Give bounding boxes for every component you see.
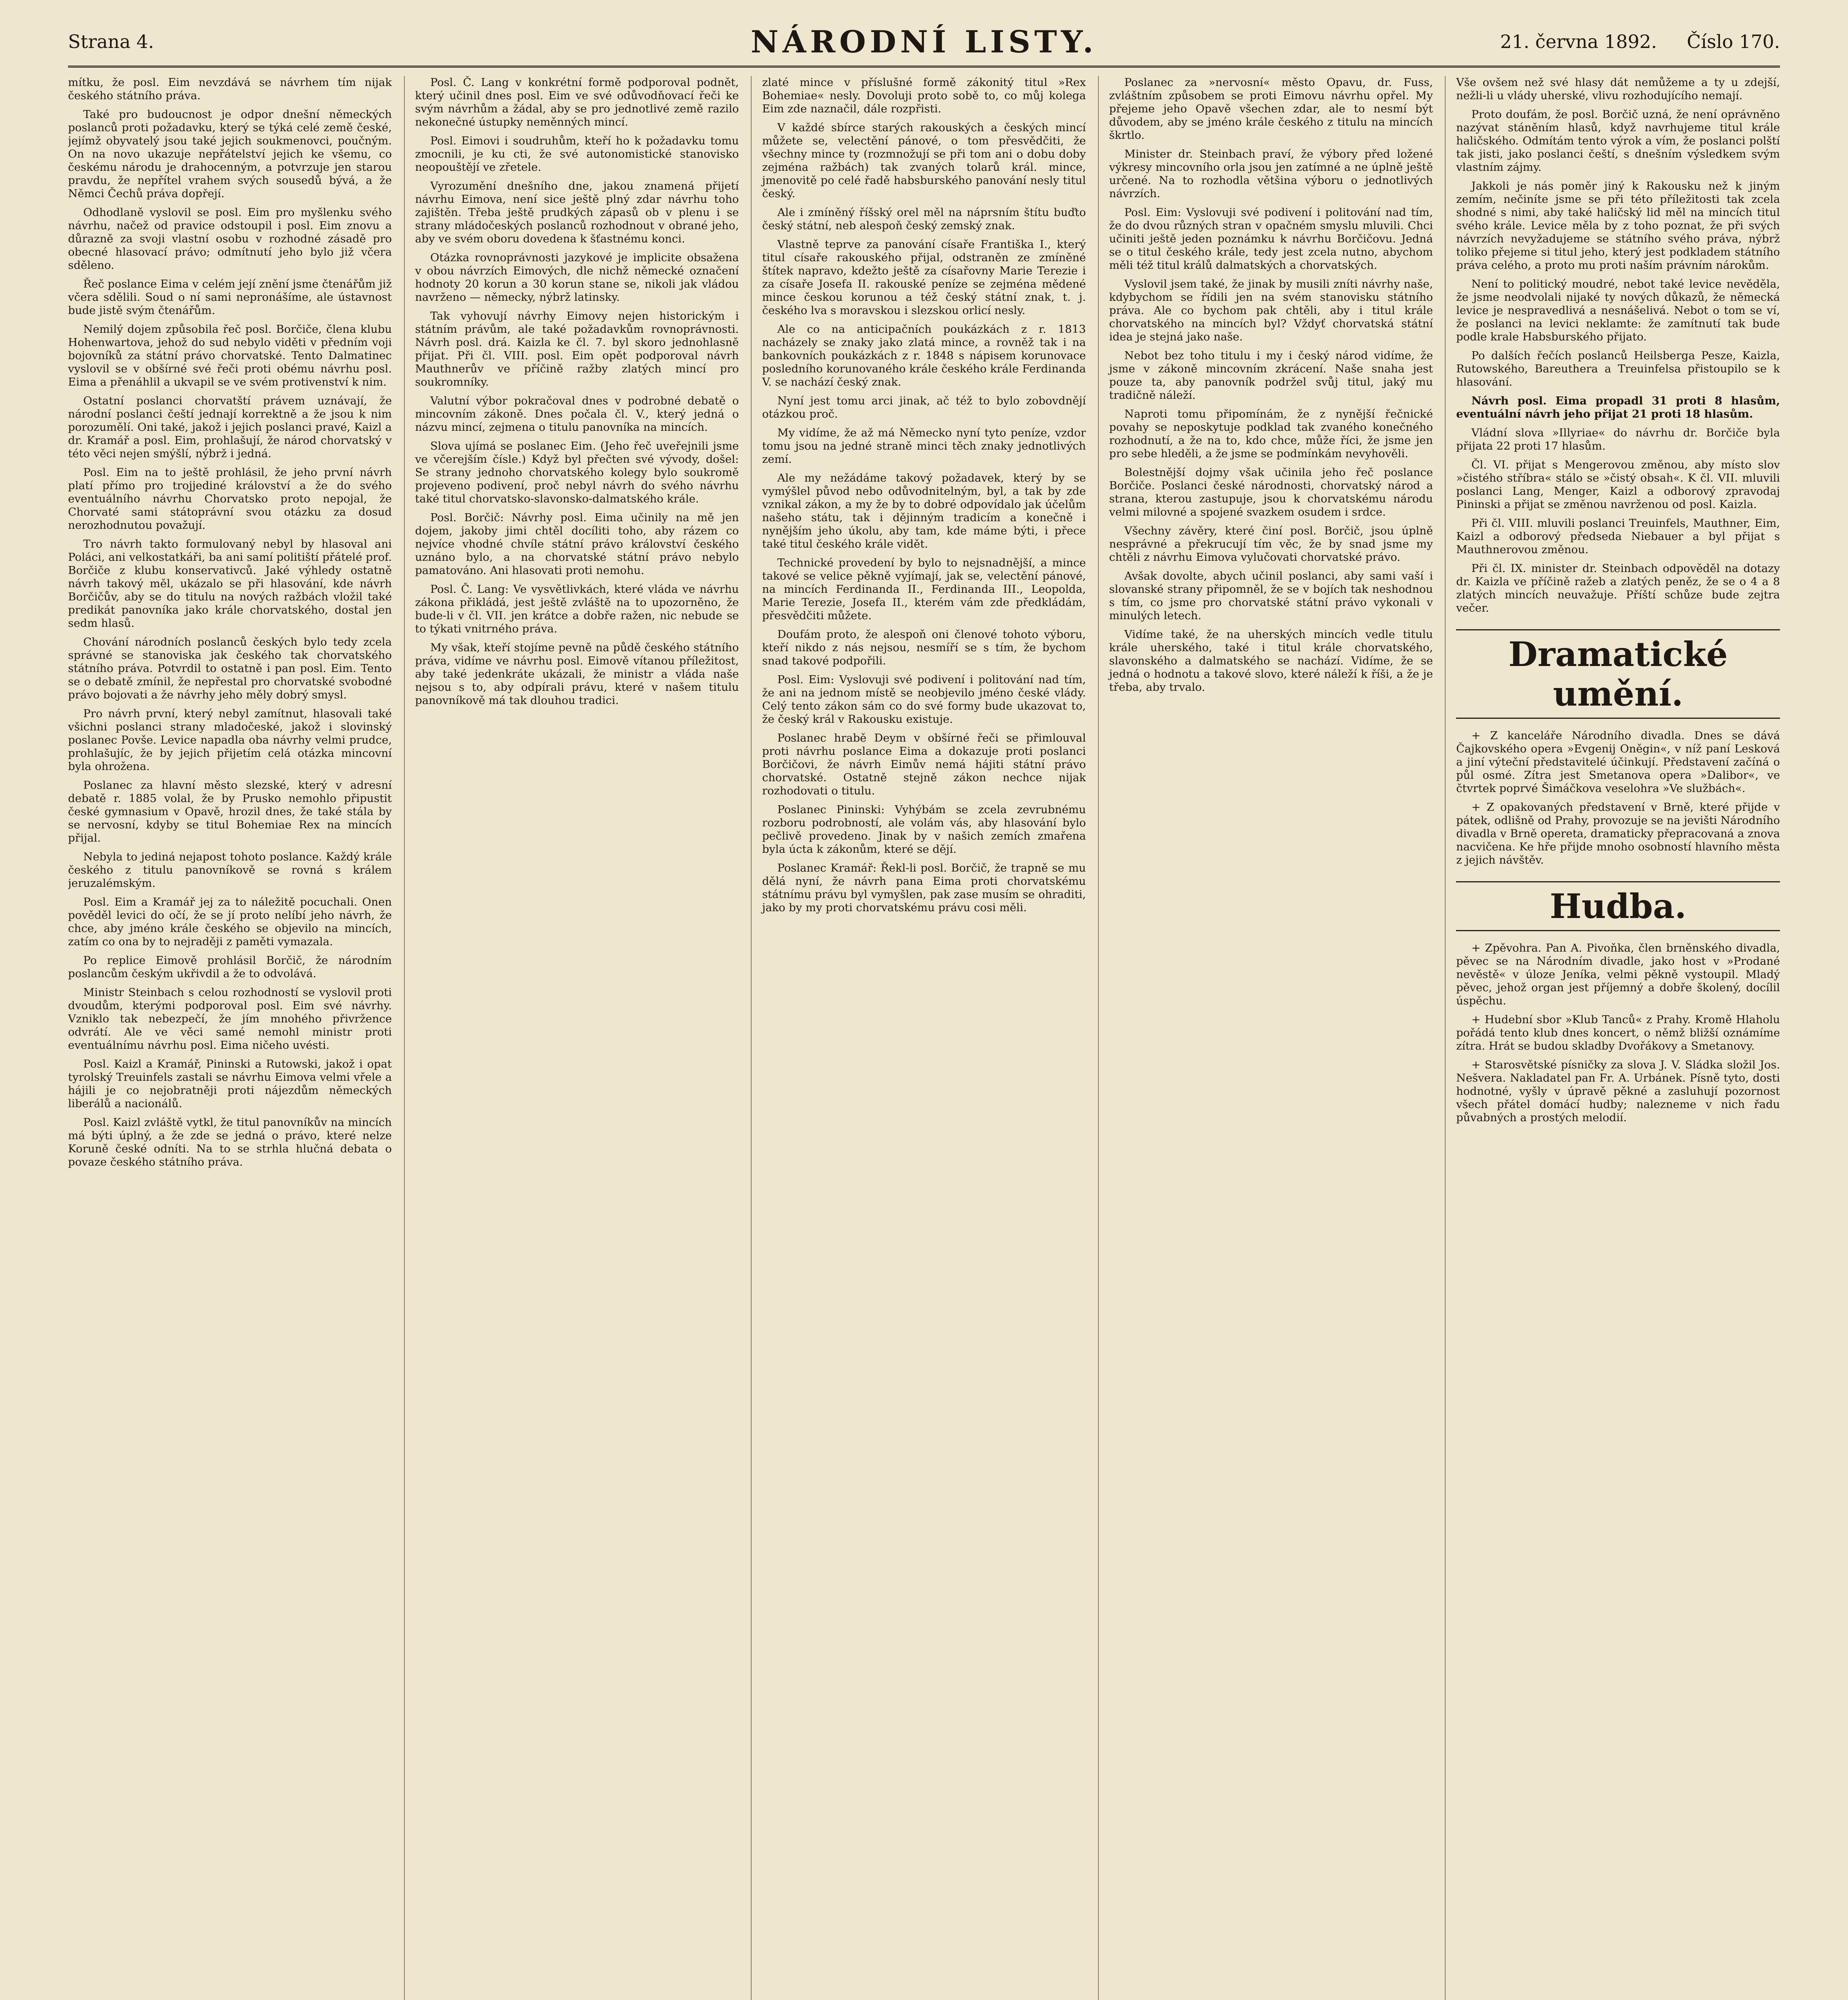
paragraph: Doufám proto, že alespoň oni členové tohoto výboru, kteří nikdo z nás nejsou, nesmíří se s tím, že bychom snad takové podpořili. xyxy=(762,628,1086,667)
paragraph: Vyrozumění dnešního dne, jakou znamená přijetí návrhu Eimova, není sice ještě plný zdar návrhu toho zajištěn. Třeba ještě prudkých zápasů ob v plenu i se strany mládočeských poslanců rozhodnout v obrané jeho, aby ve svém oboru dovedena k šťastnému konci. xyxy=(415,180,739,245)
paragraph: Posl. Eimovi i soudruhům, kteří ho k požadavku tomu zmocnili, je ku cti, že své autonomistické stanovisko neopouštějí ve zřetele. xyxy=(415,134,739,174)
paragraph: mítku, že posl. Eim nevzdává se návrhem tím nijak českého státního práva. xyxy=(68,76,392,102)
paragraph: Není to politický moudré, nebot také levice nevěděla, že jsme neodvolali nijaké ty nových důkazů, že německá levice je nespravedlivá a nesnášelivá. Nebot o tom se ví, že poslanci na levici neklamte: že zamítnutí tak bude podle krale Habsburského přijato. xyxy=(1456,278,1780,343)
paragraph: + Hudební sbor »Klub Tanců« z Prahy. Kromě Hlaholu pořádá tento klub dnes koncert, o němž bližší oznámíme zítra. Hrát se budou skladby Dvořákovy a Smetanovy. xyxy=(1456,1013,1780,1052)
paragraph: Ale co na anticipačních poukázkách z r. 1813 nacházely se znaky jako zlatá mince, a rovněž tak i na bankovních poukázkách z r. 1848 s nápisem korunovace posledního korunovaného krále českého krále Ferdinanda V. se nachází český znak. xyxy=(762,323,1086,388)
paragraph: + Z opakovaných představení v Brně, které přijde v pátek, odlišně od Prahy, provozuje se na jevišti Národního divadla v Brně opereta, dramaticky přepracovaná a znova nacvičena. Ke hře přijde mnoho osobností hlavního města z jejich návštěv. xyxy=(1456,801,1780,866)
paragraph: Avšak dovolte, abych učinil poslanci, aby sami vaší i slovanské strany připomněl, že se v bojích tak neshodnou s tím, co jsme pro chorvatské státní právo vykonali v minulých letech. xyxy=(1109,570,1433,622)
paragraph: Tak vyhovují návrhy Eimovy nejen historickým i státním právům, ale také požadavkům rovnoprávnosti. Návrh posl. drá. Kaizla ke čl. 7. byl skoro jednohlasně přijat. Při čl. VIII. posl. Eim opět podporoval návrh Mauthnerův ve příčině ražby zlatých mincí pro soukromníky. xyxy=(415,310,739,388)
paragraph: Řeč poslance Eima v celém její znění jsme čtenářům již včera sdělili. Soud o ní sami nepronášíme, ale ústavnost bude jistě svým čtenářům. xyxy=(68,278,392,317)
paragraph: Také pro budoucnost je odpor dnešní německých poslanců proti požadavku, který se týká celé země české, jejímž obyvatelý jsou také jejich soukmenovci, poučným. On na novo ukazuje nepřátelství jejich ke všemu, co českému národu je drahocenným, a potvrzuje jen starou pravdu, že nepřítel vrahem svých sousedů bývá, a že Němci Čechů práva dopřejí. xyxy=(68,108,392,200)
paragraph: Vidíme také, že na uherských mincích vedle titulu krále uherského, také i titul krále chorvatského, slavonského a dalmatského se nachází. Vidíme, že se jedná o hodnotu a takové slovo, které náleží k říši, a že je třeba, aby trvalo. xyxy=(1109,628,1433,694)
page-number: Strana 4. xyxy=(68,31,154,52)
paragraph: Slova ujímá se poslanec Eim. (Jeho řeč uveřejnili jsme ve včerejším čísle.) Když byl přečten své vývody, došel: Se strany jednoho chorvatského kolegy bylo soukromě projeveno podivení, proč nebyl návrh do svého návrhu také titul chorvatsko-slavonsko-dalmatského krále. xyxy=(415,440,739,505)
paragraph: Po replice Eimově prohlásil Borčič, že národním poslancům českým ukřivdil a že to odvolává. xyxy=(68,954,392,980)
paragraph: + Zpěvohra. Pan A. Pivoňka, člen brněnského divadla, pěvec se na Národním divadle, jako host v »Prodané nevěstě« v úloze Jeníka, velmi pěkně vystoupil. Mladý pěvec, jehož organ jest příjemný a dobře školený, docílil úspěchu. xyxy=(1456,942,1780,1007)
paragraph: My však, kteří stojíme pevně na půdě českého státního práva, vidíme ve návrhu posl. Eimově vítanou příležitost, aby také jedenkráte ukázali, že ministr a vláda naše nejsou s to, aby odpírali právu, které v našem titulu panovníkově má tak dlouhou tradici. xyxy=(415,641,739,707)
masthead: NÁRODNÍ LISTY. xyxy=(750,24,1098,60)
paragraph: Technické provedení by bylo to nejsnadnější, a mince takové se velice pěkně vyjímají, jak se, velectění pánové, na mincích Ferdinanda II., Ferdinanda III., Leopolda, Marie Terezie, Josefa II., kterém vám zde předkládám, přesvědčiti můžete. xyxy=(762,556,1086,622)
paragraph: My vidíme, že až má Německo nyní tyto peníze, vzdor tomu jsou na jedné straně minci těch znaky jednotlivých zemí. xyxy=(762,426,1086,466)
paragraph: Vyslovil jsem také, že jinak by musili zníti návrhy naše, kdybychom se řídili jen na svém stanovisku státního práva. Ale co bychom pak chtěli, aby i titul krále chorvatského na mincích byl? Vždyť chorvatská státní idea je stejná jako naše. xyxy=(1109,278,1433,343)
issue-number: Číslo 170. xyxy=(1687,31,1780,52)
paragraph: Vládní slova »Illyriae« do návrhu dr. Borčiče byla přijata 22 proti 17 hlasům. xyxy=(1456,426,1780,452)
column-3 xyxy=(751,76,1086,2000)
column-4 xyxy=(1098,76,1433,2000)
paragraph: Posl. Borčič: Návrhy posl. Eima učinily na mě jen dojem, jakoby jimi chtěl docíliti toho, aby rázem co nejvíce vhodné chvíle státní právo království českého uznáno bylo, a na chorvatské státní právo nebylo pamatováno. Ani hlasovati proti nemohu. xyxy=(415,511,739,577)
paragraph: Nebyla to jediná nejapost tohoto poslance. Každý krále českého z titulu panovníkově se rovná s králem jeruzalémským. xyxy=(68,850,392,890)
article-columns xyxy=(68,76,1780,2000)
paragraph: Při čl. IX. minister dr. Steinbach odpověděl na dotazy dr. Kaizla ve příčině ražeb a zlatých peněz, že se o 4 a 8 zlatých mincích neuvažuje. Příští schůze bude zejtra večer. xyxy=(1456,562,1780,614)
paragraph: Všechny závěry, které činí posl. Borčič, jsou úplně nesprávné a překrucují tím věc, že by snad jsme my chtěli z návrhu Eimova vylučovati chorvatské právo. xyxy=(1109,524,1433,564)
paragraph: + Starosvětské písničky za slova J. V. Sládka složil Jos. Nešvera. Nakladatel pan Fr. A. Urbánek. Písně tyto, dosti hodnotné, vyšly v úpravě pěkné a zasluhují pozornost všech přátel domácí hudby; nalezneme v nich řadu půvabných a prostých melodií. xyxy=(1456,1058,1780,1124)
paragraph: + Z kanceláře Národního divadla. Dnes se dává Čajkovského opera »Evgenij Oněgin«, v níž paní Lesková a jiní výteční představitelé účinkují. Představení začíná o půl osmé. Zítra jest Smetanova opera »Dalibor«, ve čtvrtek poprvé Šimáčkova veselohra »Ve službách«. xyxy=(1456,729,1780,795)
header-right xyxy=(1300,31,1780,52)
paragraph: zlaté mince v příslušné formě zákonitý titul »Rex Bohemiae« nesly. Dovoluji proto sobě to, co můj kolega Eim zde naznačil, dále rozpřisti. xyxy=(762,76,1086,115)
paragraph: Poslanec Pininski: Vyhýbám se zcela zevrubnému rozboru podrobností, ale volám vás, aby hlasování bylo pečlivě provedeno. Jinak by v našich zemích zmařena byla úcta k zákonům, které se dějí. xyxy=(762,803,1086,856)
section-heading-music: Hudba. xyxy=(1456,881,1780,931)
paragraph: Poslanec za hlavní město slezské, který v adresní debatě r. 1885 volal, že by Prusko nemohlo připustit české gymnasium v Opavě, hrozil dnes, že také stála by se nervosní, kdyby se titul Bohemiae Rex na mincích přijal. xyxy=(68,779,392,844)
paragraph: Poslanec Kramář: Řekl-li posl. Borčič, že trapně se mu dělá nyní, že návrh pana Eima proti chorvatskému státnímu právu byl vymyšlen, pak zase musím se ohraditi, jako by my proti chorvatskému právu cosi měli. xyxy=(762,862,1086,914)
paragraph: Posl. Eim: Vyslovuji své podivení i politování nad tím, že ani na jednom místě se neobjevilo jméno české vlády. Celý tento zákon sám co do své formy bude ukazovat to, že český král v Rakousku existuje. xyxy=(762,673,1086,726)
paragraph: Vše ovšem než své hlasy dát nemůžeme a ty u zdejší, nežli-li u vlády uherské, vlivu rozhodujícího nemají. xyxy=(1456,76,1780,102)
paragraph: Proto doufám, že posl. Borčič uzná, že není oprávněno nazývat stáněním hlasů, když navrhujeme titul krále haličského. Odmítám tento výrok a vím, že poslanci polští tak jisti, jako poslanci čeští, s dnešním výsledkem svým vlastním zájmy. xyxy=(1456,108,1780,174)
issue-date: 21. června 1892. xyxy=(1500,31,1657,52)
paragraph: V každé sbírce starých rakouských a českých mincí můžete se, velectění pánové, o tom přesvědčiti, že všechny mince ty (rozmnožují se při tom ani o dobu doby zejména ražbách) tak zvaných tolarů král. mince, jmenovitě po celé řadě habsburského panování nesly titul český. xyxy=(762,121,1086,200)
column-2 xyxy=(404,76,739,2000)
paragraph: Čl. VI. přijat s Mengerovou změnou, aby místo slov »čistého stříbra« stálo se »čistý obsah«. K čl. VII. mluvili poslanci Lang, Menger, Kaizl a odborový zpravodaj Pininski a přijat se změnou navrženou od posl. Kaizla. xyxy=(1456,458,1780,511)
page-header xyxy=(68,18,1780,68)
paragraph: Minister dr. Steinbach praví, že výbory před ložené výkresy mincovního orla jsou jen zatímné a ne úplně ještě určené. Na to rozhodla většina výboru o jednotlivých návrzích. xyxy=(1109,148,1433,200)
paragraph: Posl. Eim na to ještě prohlásil, že jeho první návrh platí přímo pro trojjediné království a že do svého eventuálního návrhu Chorvatsko proto nepojal, že Chorvaté sami státoprávní svou otázku za dosud nerozhodnutou považují. xyxy=(68,466,392,532)
paragraph: Nemilý dojem způsobila řeč posl. Borčiče, člena klubu Hohenwartova, jehož do sud nebylo viděti v předním voji bojovníků za státní právo chorvatské. Tento Dalmatinec vyslovil se v obšírné své řeči proti obému návrhu posl. Eima a přenáhlil a ukvapil se ve svém protivenství k nim. xyxy=(68,323,392,388)
paragraph: Chování národních poslanců českých bylo tedy zcela správné se stanoviska jak českého tak chorvatského státního práva. Potvrdil to ostatně i pan posl. Eim. Tento se o debatě zmínil, že nepřestal pro chorvatské svobodné právo bojovati a že návrhy jeho měly dobrý smysl. xyxy=(68,636,392,701)
paragraph: Poslanec za »nervosní« město Opavu, dr. Fuss, zvláštním způsobem se proti Eimovu návrhu opřel. My přejeme jeho Opavě všechen zdar, ale to nesmí být důvodem, aby se jméno krále českého z titulu na mincích škrtlo. xyxy=(1109,76,1433,142)
paragraph: Naproti tomu připomínám, že z nynější řečnické povahy se neposkytuje podklad tak zvaného konečného rozhodnutí, a že na to, kdo chce, může říci, že jsme jen pro sebe hleděli, a že jsme se podmínkám nevyhověli. xyxy=(1109,408,1433,460)
paragraph: Nyní jest tomu arci jinak, ač též to bylo zobovdnějí otázkou proč. xyxy=(762,394,1086,420)
paragraph: Poslanec hrabě Deym v obšírné řeči se přimlouval proti návrhu poslance Eima a dokazuje proti poslanci Borčičovi, že návrh Eimův nemá hájiti státní právo chorvatské. Ostatně stejně zákon nechce nijak rozhodovati o titulu. xyxy=(762,732,1086,797)
paragraph: Při čl. VIII. mluvili poslanci Treuinfels, Mauthner, Eim, Kaizl a odborový předseda Niebauer a byl přijat s Mauthnerovou změnou. xyxy=(1456,517,1780,556)
paragraph: Po dalších řečích poslanců Heilsberga Pesze, Kaizla, Rutowského, Bareuthera a Treuinfelsa přistoupilo se k hlasování. xyxy=(1456,349,1780,388)
paragraph: Posl. Kaizl a Kramář, Pininski a Rutowski, jakož i opat tyrolský Treuinfels zastali se návrhu Eimova velmi vřele a hájili je co nejobratněji proti nájezdům německých liberálů a nacionálů. xyxy=(68,1058,392,1110)
paragraph: Posl. Eim a Kramář jej za to náležitě pocuchali. Onen pověděl levici do očí, že se jí proto nelíbí jeho návrh, že chce, aby jméno krále českého se objevilo na mincích, zatím co ona by to nejraději z paměti vymazala. xyxy=(68,896,392,948)
paragraph: Ostatní poslanci chorvatští právem uznávají, že národní poslanci čeští jednají korrektně a že jsou k nim porozumělí. Oni také, jakož i jejich poslanci pravé, Kaizl a dr. Kramář a posl. Eim, prohlašují, že národ chorvatský v této věci nejen smýšlí, nýbrž i jedná. xyxy=(68,394,392,460)
paragraph: Tro návrh takto formulovaný nebyl by hlasoval ani Poláci, ani velkostatkáři, ba ani samí politiští přátelé prof. Borčiče z klubu konservativců. Jaké výhledy ostatně návrh takový měl, ukázalo se při hlasování, kde návrh Borčičův, aby se do titulu na nových ražbách vložil také predikát panovníka jako krále chorvatského, dostal jen sedm hlasů. xyxy=(68,538,392,630)
paragraph: Otázka rovnoprávnosti jazykové je implicite obsažena v obou návrzích Eimových, dle nichž německé označení hodnoty 20 korun a 30 korun stane se, nikoli jak vládou navrženo — německy, nýbrž latinsky. xyxy=(415,251,739,304)
paragraph: Odhodlaně vyslovil se posl. Eim pro myšlenku svého návrhu, načež od pravice odstoupil i posl. Eim znovu a důrazně za svoji vlastní osobu v rozhodné zásadě pro obecné hlasovací právo; odmítnutí jeho bylo již včera sděleno. xyxy=(68,206,392,272)
paragraph: Vlastně teprve za panování císaře Františka I., který titul císaře rakouského přijal, odstraněn ze zmíněné štítek napravo, kdežto ještě za císařovny Marie Terezie i za císaře Josefa II. rakouské peníze se zejména mědené mince českou korunou a též český státní znak, t. j. českého lva s moravskou i slezskou orlicí nesly. xyxy=(762,238,1086,317)
column-1 xyxy=(68,76,392,2000)
paragraph: Posl. Č. Lang v konkrétní formě podporoval podnět, který učinil dnes posl. Eim ve své odůvodňovací řeči ke svým návrhům a žádal, aby se pro jednotlivé země razilo nekonečné ústupky neměnných mincí. xyxy=(415,76,739,128)
paragraph: Valutní výbor pokračoval dnes v podrobné debatě o mincovním zákoně. Dnes počala čl. V., který jedná o názvu mincí, zejmena o titulu panovníka na mincích. xyxy=(415,394,739,434)
paragraph: Nebot bez toho titulu i my i český národ vidíme, že jsme v zákoně mincovním zkrácení. Naše snaha jest pouze ta, aby panovník podržel svůj titul, jaký mu tradičně náleží. xyxy=(1109,349,1433,402)
paragraph: Pro návrh první, který nebyl zamítnut, hlasovali také všichni poslanci strany mladočeské, jakož i slovinský poslanec Povše. Levice napadla oba návrhy velmi prudce, prohlašujíc, že by jejich přijetím celá otázka mincovní byla ohrožena. xyxy=(68,707,392,773)
paragraph: Posl. Č. Lang: Ve vysvětlivkách, které vláda ve návrhu zákona přikládá, jest ještě zvláště na to upozorněno, že bude-li v čl. VII. jen krátce a dobře ražen, nic nebude se to týkati vnitrného práva. xyxy=(415,583,739,635)
paragraph: Bolestnější dojmy však učinila jeho řeč poslance Borčiče. Poslanci české národnosti, chorvatský národ a strana, kterou zastupuje, jsou k chorvatskému národu velmi milovné a spojené svazkem osudem i srdce. xyxy=(1109,466,1433,518)
section-heading-drama: Dramatické umění. xyxy=(1456,629,1780,719)
paragraph: Posl. Kaizl zvláště vytkl, že titul panovníkův na mincích má býti úplný, a že zde se jedná o právo, které nelze Koruně české odníti. Na to se strhla hlučná debata o povaze českého státního práva. xyxy=(68,1116,392,1168)
vote-result: Návrh posl. Eima propadl 31 proti 8 hlasům, eventuální návrh jeho přijat 21 proti 18 hlasům. xyxy=(1456,394,1780,420)
paragraph: Jakkoli je nás poměr jiný k Rakousku než k jiným zemím, nečiníte jsme se při této příležitosti tak zcela shodné s nimi, aby také haličský lid měl na mincích titul svého krále. Levice měla by z toho poznat, že při svých návrzích nevyžadujeme se státního svého práva, nýbrž toliko přejeme si titul jeho, který jest podkladem státního práva celého, a proto mu proti naším právním nárokům. xyxy=(1456,180,1780,272)
column-5 xyxy=(1445,76,1780,2000)
paragraph: Ministr Steinbach s celou rozhodností se vyslovil proti dvoudům, kterými podporoval posl. Eim své návrhy. Vzniklo tak nebezpečí, že jím mnohého přivržence odvrátí. Ale ve věci samé nemohl ministr proti eventuálnímu návrhu posl. Eima ničeho uvésti. xyxy=(68,986,392,1052)
paragraph: Posl. Eim: Vyslovuji své podivení i politování nad tím, že do dvou různých stran v opačném smyslu mluvili. Chci učiniti ještě jeden poznámku k návrhu Borčičovu. Jedná se o titul českého krále, tedy jest zcela nutno, abychom měli též titul králů dalmatských a chorvatských. xyxy=(1109,206,1433,272)
paragraph: Ale i zmíněný říšský orel měl na náprsním štítu buďto český státní, neb alespoň český zemský znak. xyxy=(762,206,1086,232)
paragraph: Ale my nežádáme takový požadavek, který by se vymýšlel původ nebo odůvodnitelným, byl, a tak by zde vznikal zákon, a my že by to dobré odpovídalo jak účelům našeho státu, tak i dějinným tradicím a konečně i nynějším jeho úkolu, aby tam, kde máme býti, i přece také titul českého krále vidět. xyxy=(762,472,1086,550)
